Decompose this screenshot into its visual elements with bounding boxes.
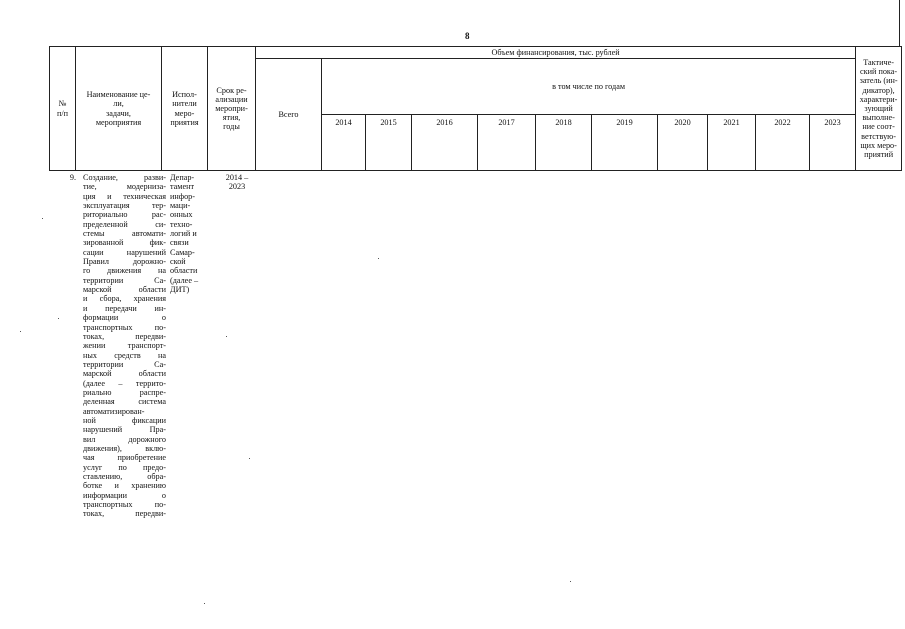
- text-line: тие, модерниза-: [83, 182, 166, 192]
- text-line: и передачи ин-: [83, 303, 166, 313]
- text-line: тамент: [170, 182, 195, 192]
- text-line: Депар-: [170, 173, 195, 182]
- right-border-line: [899, 0, 900, 46]
- text-line: вил дорожного: [83, 434, 166, 444]
- text-line: инфор-: [170, 191, 195, 201]
- scan-speck: [58, 318, 59, 319]
- scan-speck: [249, 458, 250, 459]
- header-year: 2022: [756, 115, 810, 171]
- header-executors: Испол- нители меро- приятия: [162, 47, 208, 171]
- header-num: № п/п: [50, 47, 76, 171]
- header-year: 2015: [366, 115, 412, 171]
- text-line: и сбора, хранения: [83, 294, 166, 304]
- text-line: нарушений Пра-: [83, 425, 166, 435]
- scan-speck: [570, 581, 571, 582]
- header-year: 2021: [708, 115, 756, 171]
- header-name: Наименование це- ли, задачи, мероприятия: [76, 47, 162, 171]
- text-line: го движения на: [83, 266, 166, 276]
- text-line: сации нарушений: [83, 247, 166, 257]
- text-line: деленная система: [83, 397, 166, 407]
- scan-speck: [42, 218, 43, 219]
- text-line: чая приобретение: [83, 453, 166, 463]
- text-line: области: [170, 266, 198, 276]
- text-line: Создание, разви-: [83, 173, 166, 182]
- text-line: токах, передви-: [83, 331, 166, 341]
- row-name: [83, 173, 166, 519]
- text-line: ской: [170, 257, 186, 267]
- text-line: марской области: [83, 285, 166, 295]
- text-line: жении транспорт-: [83, 341, 166, 351]
- header-financing: Объем финансирования, тыс. рублей: [256, 47, 856, 59]
- row-number: 9.: [69, 173, 76, 182]
- header-year: 2014: [322, 115, 366, 171]
- financing-table: [49, 46, 902, 171]
- text-line: марской области: [83, 369, 166, 379]
- text-line: ботке и хранению: [83, 481, 166, 491]
- text-line: транспортных по-: [83, 500, 166, 510]
- scan-speck: [204, 603, 205, 604]
- text-line: транспортных по-: [83, 322, 166, 332]
- text-line: маци-: [170, 201, 191, 211]
- text-line: ной фиксации: [83, 415, 166, 425]
- header-term: Срок ре- ализации меропри- ятия, годы: [208, 47, 256, 171]
- text-line: риториально рас-: [83, 210, 166, 220]
- header-total: Всего: [256, 59, 322, 171]
- text-line: техно-: [170, 219, 193, 229]
- row-term: [214, 173, 260, 192]
- text-line: риально распре-: [83, 387, 166, 397]
- text-line: (далее – террито-: [83, 378, 166, 388]
- text-line: автоматизирован-: [83, 406, 145, 416]
- text-line: (далее –: [170, 275, 199, 285]
- text-line: 2014 –: [225, 173, 249, 182]
- text-line: токах, передви-: [83, 509, 166, 519]
- row-executor: [170, 173, 214, 294]
- text-line: движения), вклю-: [83, 443, 166, 453]
- text-line: услуг по предо-: [83, 462, 166, 472]
- header-year: 2023: [810, 115, 856, 171]
- scan-speck: [378, 258, 379, 259]
- text-line: пределенной си-: [83, 219, 166, 229]
- header-year: 2019: [592, 115, 658, 171]
- header-year: 2018: [536, 115, 592, 171]
- text-line: территории Са-: [83, 359, 166, 369]
- header-indicator: Тактиче- ский пока- затель (ин- дикатор), характери- зующий выполне- ние соот- ветствую- щих меро- приятий: [856, 47, 902, 171]
- text-line: Правил дорожно-: [83, 257, 166, 267]
- header-year: 2020: [658, 115, 708, 171]
- text-line: ставлению, обра-: [83, 472, 166, 481]
- text-line: ция и техническая: [83, 191, 166, 201]
- text-line: онных: [170, 210, 193, 220]
- text-line: зированной фик-: [83, 238, 166, 248]
- text-line: логий и: [170, 229, 197, 239]
- text-line: ДИТ): [170, 285, 190, 295]
- scan-speck: [20, 331, 21, 332]
- text-line: Самар-: [170, 247, 195, 257]
- text-line: территории Са-: [83, 275, 166, 285]
- text-line: связи: [170, 238, 189, 248]
- header-by-years: в том числе по годам: [322, 59, 856, 115]
- scan-speck: [226, 336, 227, 337]
- header-year: 2016: [412, 115, 478, 171]
- text-line: формации о: [83, 313, 166, 323]
- text-line: ных средств на: [83, 350, 166, 360]
- header-year: 2017: [478, 115, 536, 171]
- text-line: эксплуатация тер-: [83, 201, 166, 211]
- text-line: стемы автомати-: [83, 229, 166, 239]
- text-line: информации о: [83, 490, 166, 500]
- text-line: 2023: [228, 182, 246, 192]
- page-number: 8: [465, 31, 470, 41]
